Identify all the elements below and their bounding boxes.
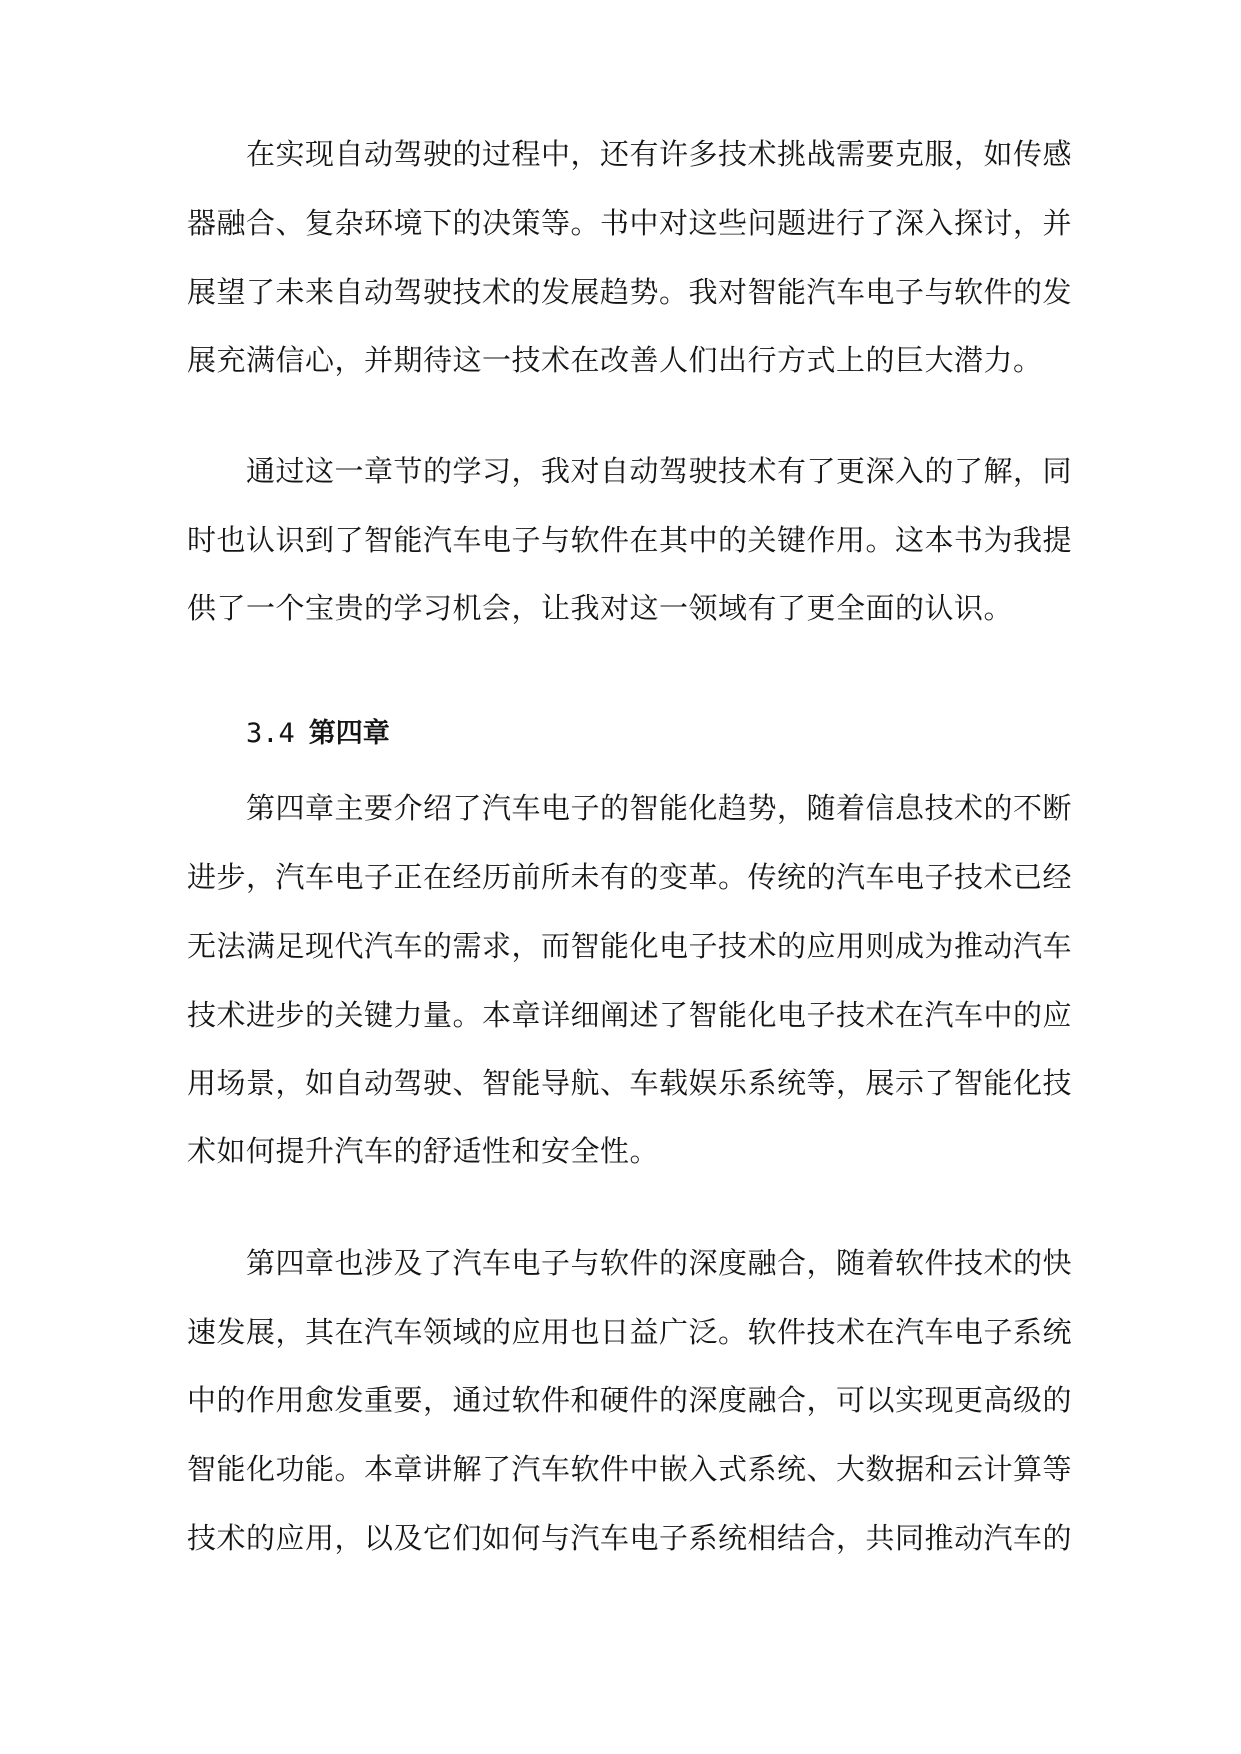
text-line: 时也认识到了智能汽车电子与软件在其中的关键作用。这本书为我提 xyxy=(187,523,1073,557)
text-line: 器融合、复杂环境下的决策等。书中对这些问题进行了深入探讨，并 xyxy=(187,206,1073,240)
section-number: 3.4 xyxy=(246,718,295,749)
text-line: 智能化功能。本章讲解了汽车软件中嵌入式系统、大数据和云计算等 xyxy=(187,1452,1073,1486)
text-line: 中的作用愈发重要，通过软件和硬件的深度融合，可以实现更高级的 xyxy=(187,1383,1073,1417)
text-line: 技术的应用，以及它们如何与汽车电子系统相结合，共同推动汽车的 xyxy=(187,1521,1073,1555)
text-line: 速发展，其在汽车领域的应用也日益广泛。软件技术在汽车电子系统 xyxy=(187,1315,1073,1349)
text-line: 第四章也涉及了汽车电子与软件的深度融合，随着软件技术的快 xyxy=(246,1246,1073,1280)
section-title: 第四章 xyxy=(308,718,390,749)
text-line: 在实现自动驾驶的过程中，还有许多技术挑战需要克服，如传感 xyxy=(246,137,1073,171)
text-line: 技术进步的关键力量。本章详细阐述了智能化电子技术在汽车中的应 xyxy=(187,998,1073,1032)
text-line: 供了一个宝贵的学习机会，让我对这一领域有了更全面的认识。 xyxy=(187,591,1014,625)
section-heading xyxy=(246,714,390,754)
text-line: 第四章主要介绍了汽车电子的智能化趋势，随着信息技术的不断 xyxy=(246,791,1073,825)
text-line: 术如何提升汽车的舒适性和安全性。 xyxy=(187,1134,660,1168)
text-line: 无法满足现代汽车的需求，而智能化电子技术的应用则成为推动汽车 xyxy=(187,929,1073,963)
text-line: 展望了未来自动驾驶技术的发展趋势。我对智能汽车电子与软件的发 xyxy=(187,275,1073,309)
text-line: 展充满信心，并期待这一技术在改善人们出行方式上的巨大潜力。 xyxy=(187,343,1043,377)
text-line: 用场景，如自动驾驶、智能导航、车载娱乐系统等，展示了智能化技 xyxy=(187,1066,1073,1100)
text-line: 通过这一章节的学习，我对自动驾驶技术有了更深入的了解，同 xyxy=(246,454,1073,488)
text-line: 进步，汽车电子正在经历前所未有的变革。传统的汽车电子技术已经 xyxy=(187,860,1073,894)
